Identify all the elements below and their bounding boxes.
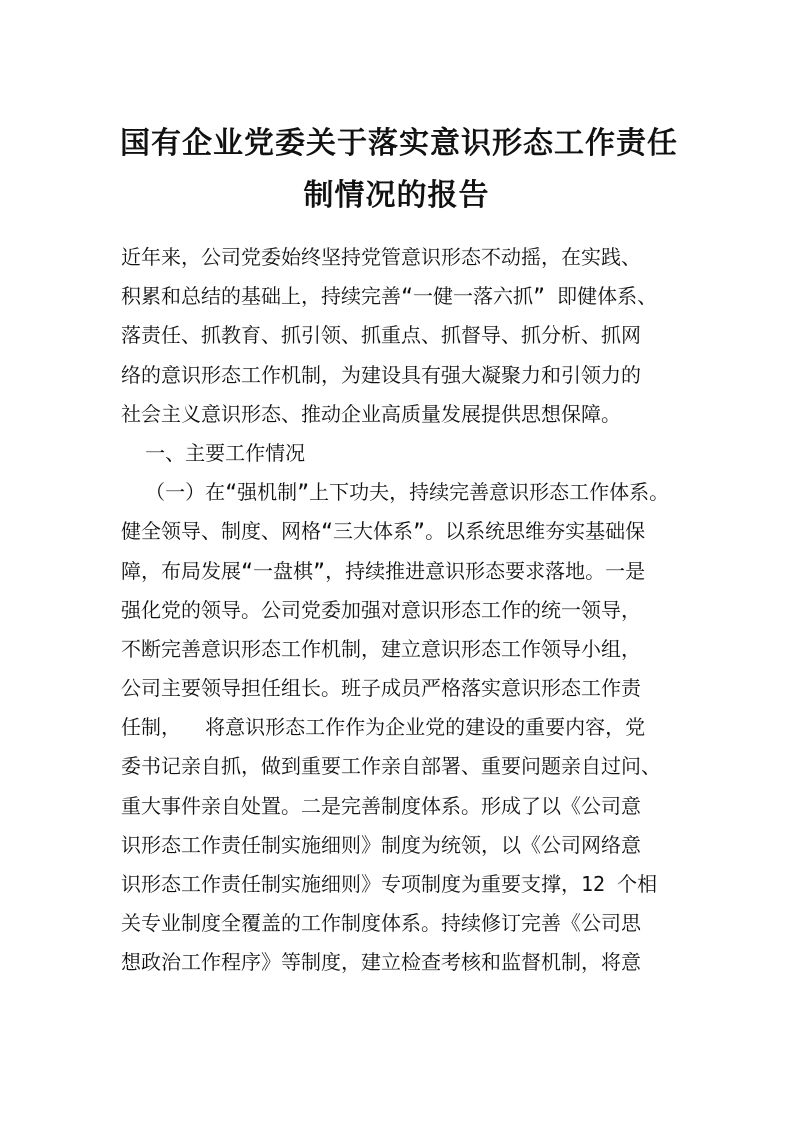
body-line: 近年来，公司党委始终坚持党管意识形态不动摇，在实践、 (121, 245, 641, 269)
body-line: 络的意识形态工作机制，为建设具有强大凝聚力和引领力的 (121, 362, 641, 387)
body-line: 想政治工作程序》等制度，建立检查考核和监督机制，将意 (121, 950, 641, 975)
body-line: 任制， 将意识形态工作作为企业党的建设的重要内容，党 (121, 715, 646, 740)
body-line: 公司主要领导担任组长。班子成员严格落实意识形态工作责 (121, 676, 641, 701)
body-line: 落责任、抓教育、抓引领、抓重点、抓督导、抓分析、抓网 (121, 323, 641, 348)
body-line: 委书记亲自抓，做到重要工作亲自部署、重要问题亲自过问、 (121, 754, 661, 779)
body-line: 关专业制度全覆盖的工作制度体系。持续修订完善《公司思 (121, 911, 641, 936)
body-line: 不断完善意识形态工作机制，建立意识形态工作领导小组， (121, 636, 641, 661)
subsection-heading: （一）在“强机制”上下功夫，持续完善意识形态工作体系。 (121, 480, 670, 505)
document-title (120, 118, 678, 222)
body-line: 强化党的领导。公司党委加强对意识形态工作的统一领导， (121, 597, 641, 622)
title-line: 国有企业党委关于落实意识形态工作责任 (120, 126, 678, 161)
body-line: 社会主义意识形态、推动企业高质量发展提供思想保障。 (121, 401, 621, 426)
body-line: 重大事件亲自处置。二是完善制度体系。形成了以《公司意 (121, 793, 641, 818)
body-line: 障，布局发展“一盘棋”，持续推进意识形态要求落地。一是 (121, 558, 646, 583)
body-line: 识形态工作责任制实施细则》专项制度为重要支撑，12 个相 (121, 872, 658, 896)
body-line: 健全领导、制度、网格“三大体系”。以系统思维夯实基础保 (121, 519, 646, 544)
section-heading: 一、主要工作情况 (121, 440, 306, 465)
body-line: 积累和总结的基础上，持续完善“一健一落六抓” 即健体系、 (121, 284, 658, 309)
document-body (121, 238, 681, 983)
title-line: 制情况的报告 (303, 178, 490, 213)
body-line: 识形态工作责任制实施细则》制度为统领，以《公司网络意 (121, 832, 641, 857)
